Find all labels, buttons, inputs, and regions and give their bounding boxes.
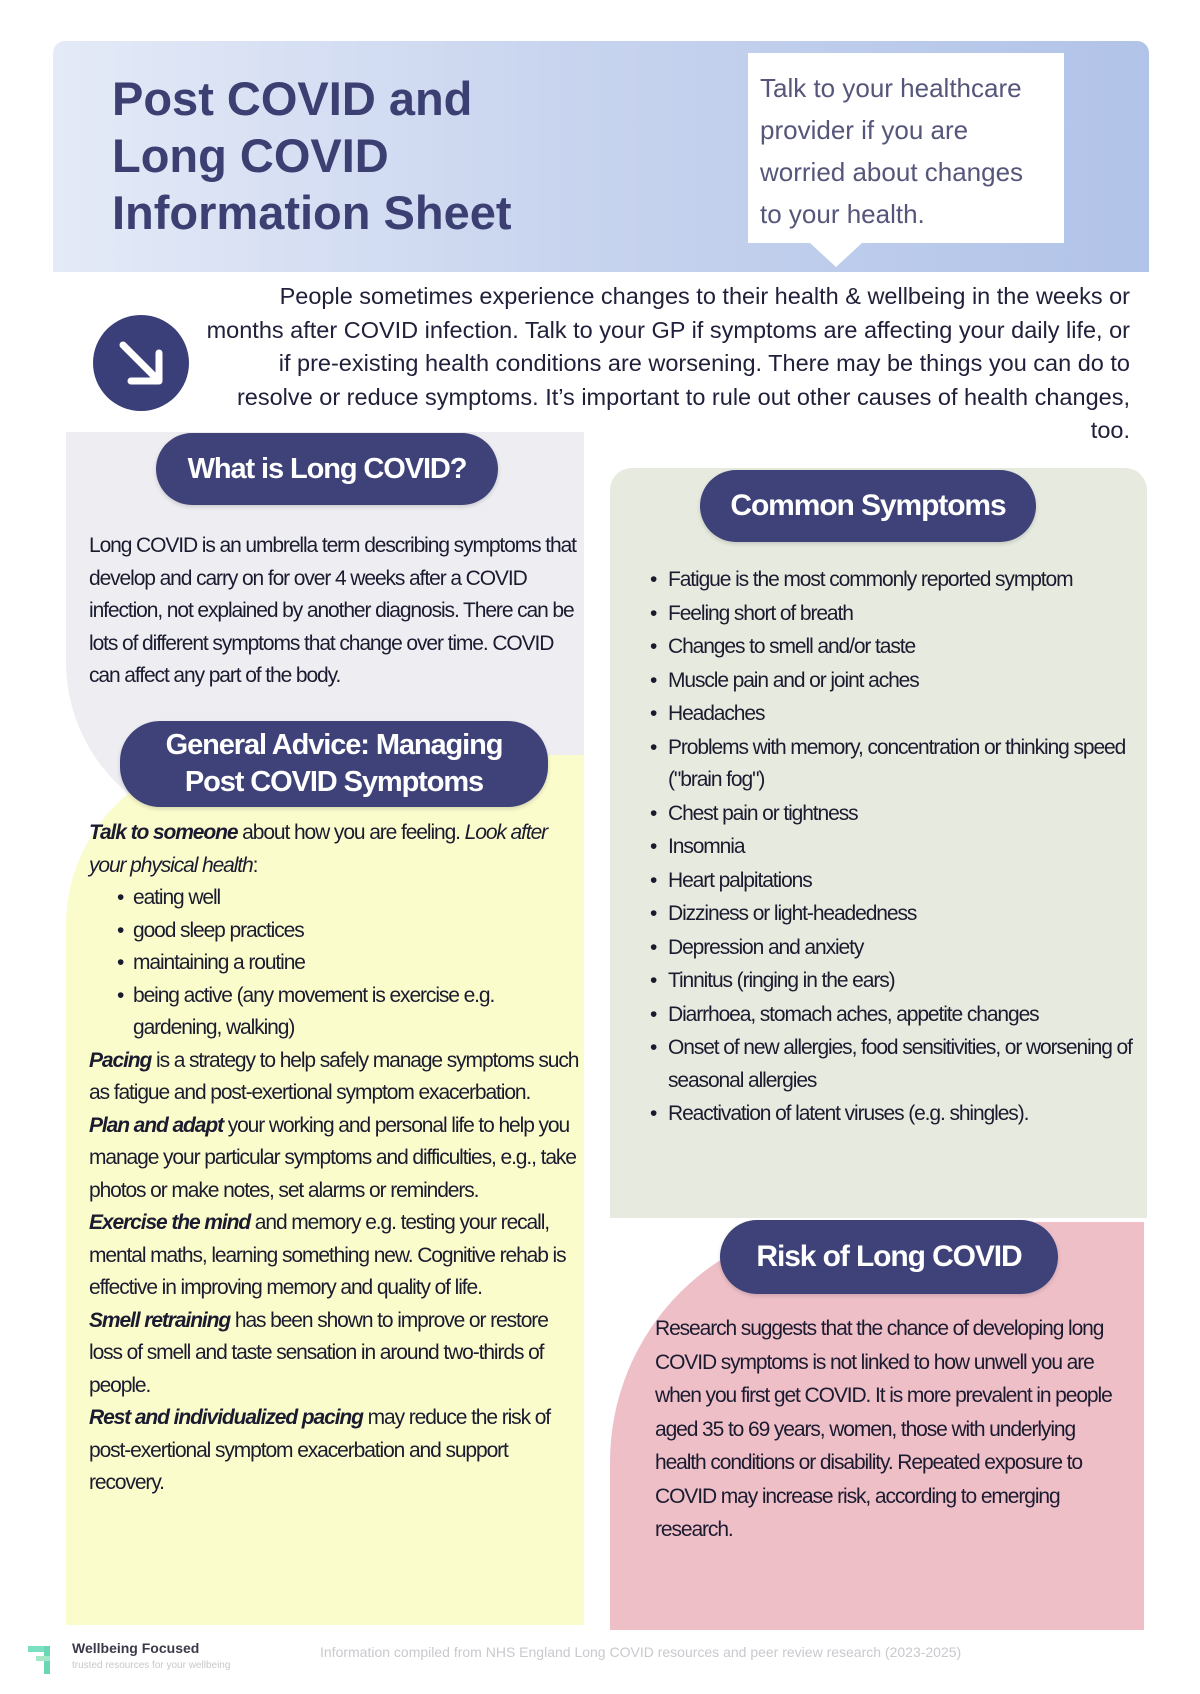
title-line: Post COVID and [112, 72, 473, 125]
list-item: • Chest pain or tightness [650, 798, 1140, 831]
advice-heading [120, 721, 548, 807]
list-item: • Reactivation of latent viruses (e.g. shingles). [650, 1098, 1140, 1131]
list-item: • Tinnitus (ringing in the ears) [650, 965, 1140, 998]
advice-paragraph: Plan and adapt your working and personal life to help you manage your particular symptoms and difficulties, e.g., take photos or make notes, set alarms or reminders. [89, 1113, 576, 1202]
footer-credit: Information compiled from NHS England Long COVID resources and peer review research (2023-2025) [320, 1644, 962, 1660]
symptoms-heading: Common Symptoms [700, 470, 1036, 542]
arrow-down-right-icon [93, 315, 189, 411]
list-item: • Muscle pain and or joint aches [650, 665, 1140, 698]
page-title [112, 70, 672, 241]
list-item: • Problems with memory, concentration or thinking speed ("brain fog") [650, 732, 1140, 797]
advice-heading-line: Post COVID Symptoms [184, 766, 484, 798]
advice-paragraph: Rest and individualized pacing may reduce the risk of post-exertional symptom exacerbation and support recovery. [89, 1406, 551, 1494]
list-item: • good sleep practices [133, 915, 584, 948]
list-item: • Diarrhoea, stomach aches, appetite changes [650, 999, 1140, 1032]
risk-text: Research suggests that the chance of developing long COVID symptoms is not linked to how unwell you are when you first get COVID. It is more prevalent in people aged 35 to 69 years, women, those with underlying health conditions or disability. Repeated exposure to COVID may increase risk, according to emerging research. [655, 1317, 1112, 1541]
risk-heading: Risk of Long COVID [720, 1220, 1058, 1294]
what-heading: What is Long COVID? [156, 433, 498, 505]
advice-paragraph: Pacing is a strategy to help safely manage symptoms such as fatigue and post-exertional symptom exacerbation. [89, 1048, 579, 1104]
advice-body [89, 817, 584, 1500]
list-item: • Dizziness or light-headedness [650, 898, 1140, 931]
list-item: • Depression and anxiety [650, 932, 1140, 965]
advice-emphasis-italic: Look after your physical health [89, 821, 548, 877]
list-item: • Insomnia [650, 831, 1140, 864]
list-item: • Heart palpitations [650, 865, 1140, 898]
title-line: Information Sheet [112, 186, 512, 239]
advice-bullet-list [89, 882, 584, 1045]
list-item: • Fatigue is the most commonly reported symptom [650, 564, 1140, 597]
advice-paragraph: Smell retraining has been shown to improve or restore loss of smell and taste sensation in around two-thirds of people. [89, 1308, 548, 1397]
footer-brand: Wellbeing Focused [72, 1640, 200, 1656]
list-item: • Onset of new allergies, food sensitivities, or worsening of seasonal allergies [650, 1032, 1140, 1097]
advice-paragraph: Talk to someone about how you are feeling. Look after your physical health: [89, 821, 548, 877]
title-line: Long COVID [112, 129, 389, 182]
advice-emphasis: Talk to someone [89, 821, 238, 844]
speech-bubble-tail [810, 243, 862, 267]
list-item: • Headaches [650, 698, 1140, 731]
speech-bubble: Talk to your healthcare provider if you are worried about changes to your health. [748, 53, 1064, 243]
list-item: • being active (any movement is exercise e.g. gardening, walking) [133, 980, 584, 1045]
list-item: • maintaining a routine [133, 947, 584, 980]
list-item: • Changes to smell and/or taste [650, 631, 1140, 664]
advice-paragraph: Exercise the mind and memory e.g. testing your recall, mental maths, learning something new. Cognitive rehab is effective in improving memory and quality of life. [89, 1211, 566, 1299]
wellbeing-logo-icon [26, 1640, 66, 1685]
footer-tagline: trusted resources for your wellbeing [72, 1660, 231, 1671]
list-item: • Feeling short of breath [650, 598, 1140, 631]
symptom-list [650, 564, 1140, 1132]
what-text: Long COVID is an umbrella term describing symptoms that develop and carry on for over 4 weeks after a COVID infection, not explained by another diagnosis. There can be lots of different symptoms that change over time. COVID can affect any part of the body. [89, 534, 576, 687]
advice-heading-line: General Advice: Managing [165, 729, 503, 761]
list-item: • eating well [133, 882, 584, 915]
intro-text: People sometimes experience changes to their health & wellbeing in the weeks or months after COVID infection. Talk to your GP if symptoms are affecting your daily life, or if pre-existing health conditions are worsening. There may be things you can do to resolve or reduce symptoms. It’s important to rule out other causes of health changes, too. [206, 283, 1130, 443]
